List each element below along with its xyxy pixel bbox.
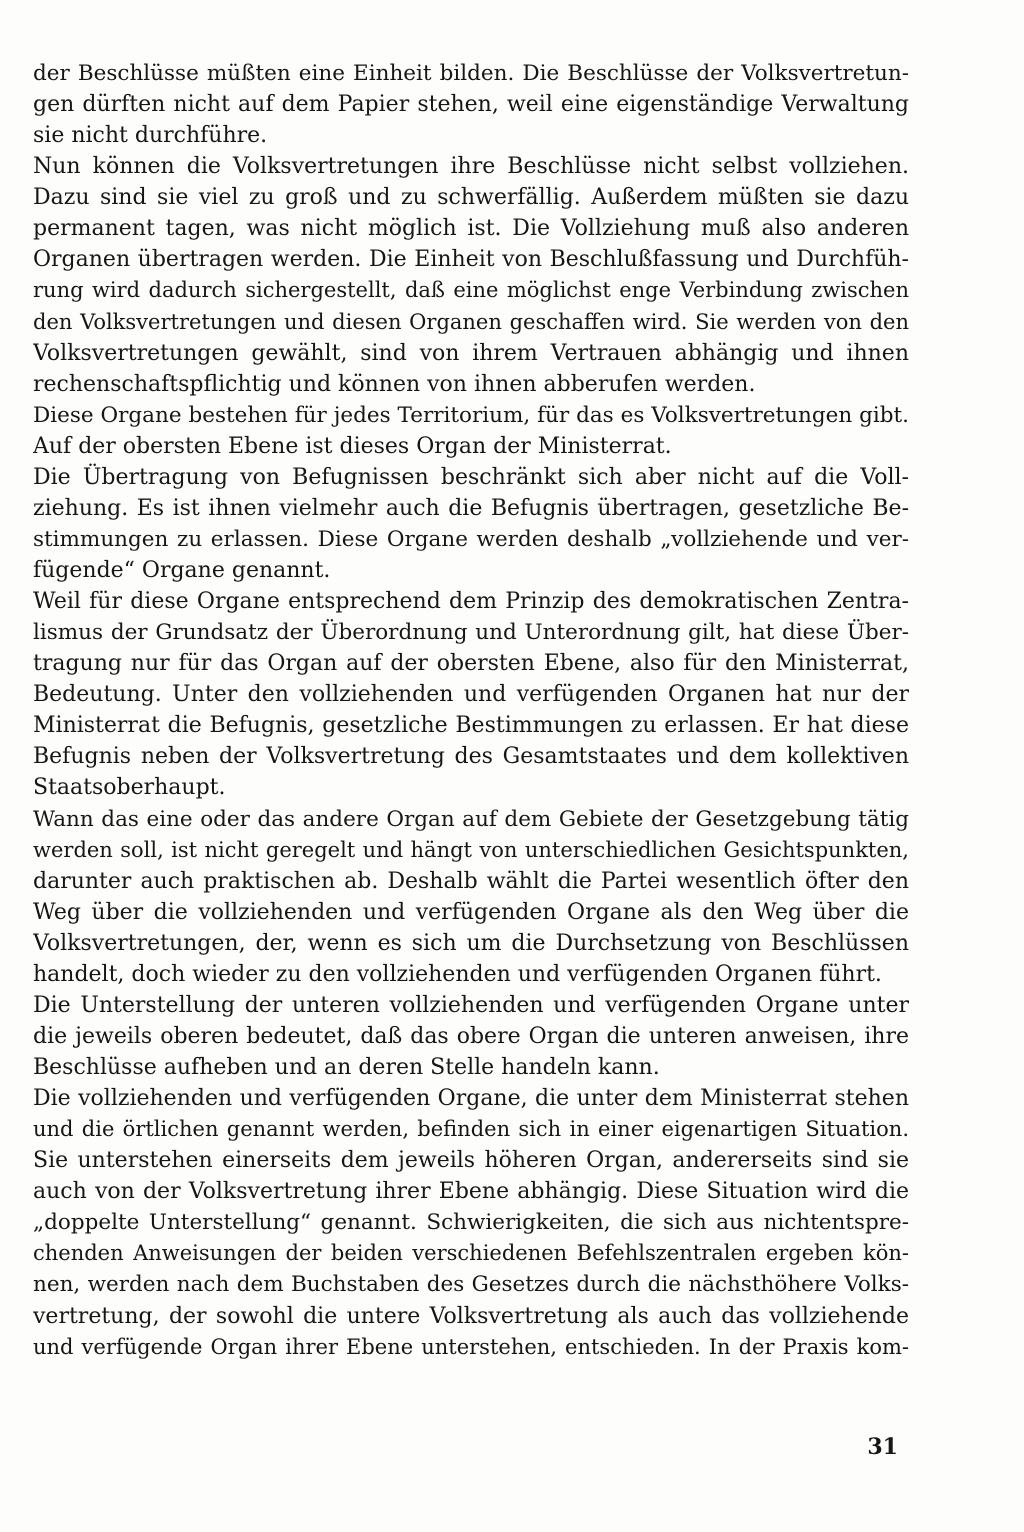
text-line: stimmungen zu erlassen. Diese Organe werden deshalb „vollziehende und ver- (33, 526, 909, 552)
page-number: 31 (867, 1434, 898, 1460)
text-line: Bedeutung. Unter den vollziehenden und verfügenden Organen hat nur der (33, 682, 909, 708)
text-line: Staatsoberhaupt. (33, 775, 226, 801)
text-line: lismus der Grundsatz der Überordnung und Unterordnung gilt, hat diese Über- (33, 620, 909, 646)
text-line: und verfügende Organ ihrer Ebene unterstehen, entschieden. In der Praxis kom- (33, 1334, 909, 1359)
text-line: auch von der Volksvertretung ihrer Ebene abhängig. Diese Situation wird die (33, 1179, 909, 1205)
text-line: gen dürften nicht auf dem Papier stehen, weil eine eigenständige Verwaltung (33, 92, 909, 118)
text-line: Weg über die vollziehenden und verfügenden Organe als den Weg über die (33, 899, 909, 925)
text-line: Wann das eine oder das andere Organ auf dem Gebiete der Gesetzgebung tätig (33, 806, 909, 832)
text-line: Organen übertragen werden. Die Einheit von Beschlußfassung und Durchfüh- (33, 247, 909, 273)
text-line: Befugnis neben der Volksvertretung des Gesamtstaates und dem kollektiven (33, 744, 909, 770)
text-line: ziehung. Es ist ihnen vielmehr auch die Befugnis übertragen, gesetzliche Be- (33, 495, 909, 521)
text-line: Diese Organe bestehen für jedes Territorium, für das es Volksvertretungen gibt. (33, 402, 909, 428)
text-line: Beschlüsse aufheben und an deren Stelle handeln kann. (33, 1055, 660, 1080)
text-line: Auf der obersten Ebene ist dieses Organ der Ministerrat. (33, 433, 672, 459)
body-text (33, 58, 909, 1363)
text-line: darunter auch praktischen ab. Deshalb wählt die Partei wesentlich öfter den (33, 868, 909, 894)
text-line: Die Übertragung von Befugnissen beschränkt sich aber nicht auf die Voll- (33, 464, 909, 490)
text-line: der Beschlüsse müßten eine Einheit bilden. Die Beschlüsse der Volksvertretun- (33, 61, 909, 86)
text-line: „doppelte Unterstellung“ genannt. Schwierigkeiten, die sich aus nichtentspre- (33, 1210, 909, 1236)
text-line: Volksvertretungen gewählt, sind von ihrem Vertrauen abhängig und ihnen (33, 340, 909, 366)
text-line: rung wird dadurch sichergestellt, daß eine möglichst enge Verbindung zwischen (33, 278, 909, 303)
text-line: chenden Anweisungen der beiden verschiedenen Befehlszentralen ergeben kön- (33, 1241, 909, 1266)
text-line: nen, werden nach dem Buchstaben des Gesetzes durch die nächsthöhere Volks- (33, 1272, 909, 1298)
text-line: fügende“ Organe genannt. (33, 558, 331, 583)
text-line: Ministerrat die Befugnis, gesetzliche Bestimmungen zu erlassen. Er hat diese (33, 713, 909, 739)
text-line: Weil für diese Organe entsprechend dem Prinzip des demokratischen Zentra- (33, 589, 909, 615)
text-line: die jeweils oberen bedeutet, daß das obere Organ die unteren anweisen, ihre (33, 1023, 909, 1049)
text-line: Die vollziehenden und verfügenden Organe, die unter dem Ministerrat stehen (33, 1086, 909, 1112)
text-line: den Volksvertretungen und diesen Organen geschaffen wird. Sie werden von den (33, 309, 909, 334)
text-line: tragung nur für das Organ auf der obersten Ebene, also für den Ministerrat, (33, 651, 909, 677)
text-line: Die Unterstellung der unteren vollziehenden und verfügenden Organe unter (33, 992, 909, 1018)
text-line: Volksvertretungen, der, wenn es sich um die Durchsetzung von Beschlüssen (33, 930, 909, 956)
text-line: Dazu sind sie viel zu groß und zu schwerfällig. Außerdem müßten sie dazu (33, 185, 909, 211)
text-line: rechenschaftspflichtig und können von ihnen abberufen werden. (33, 371, 756, 397)
text-line: Nun können die Volksvertretungen ihre Beschlüsse nicht selbst vollziehen. (33, 154, 909, 180)
text-line: handelt, doch wieder zu den vollziehenden und verfügenden Organen führt. (33, 961, 882, 987)
text-line: vertretung, der sowohl die untere Volksvertretung als auch das vollziehende (33, 1303, 909, 1329)
text-line: werden soll, ist nicht geregelt und hängt von unterschiedlichen Gesichtspunkten, (33, 837, 909, 862)
text-line: Sie unterstehen einerseits dem jeweils höheren Organ, andererseits sind sie (33, 1148, 909, 1174)
text-line: permanent tagen, was nicht möglich ist. Die Vollziehung muß also anderen (33, 216, 909, 242)
text-line: sie nicht durchführe. (33, 123, 268, 149)
text-line: und die örtlichen genannt werden, befinden sich in einer eigenartigen Situation. (33, 1117, 909, 1142)
